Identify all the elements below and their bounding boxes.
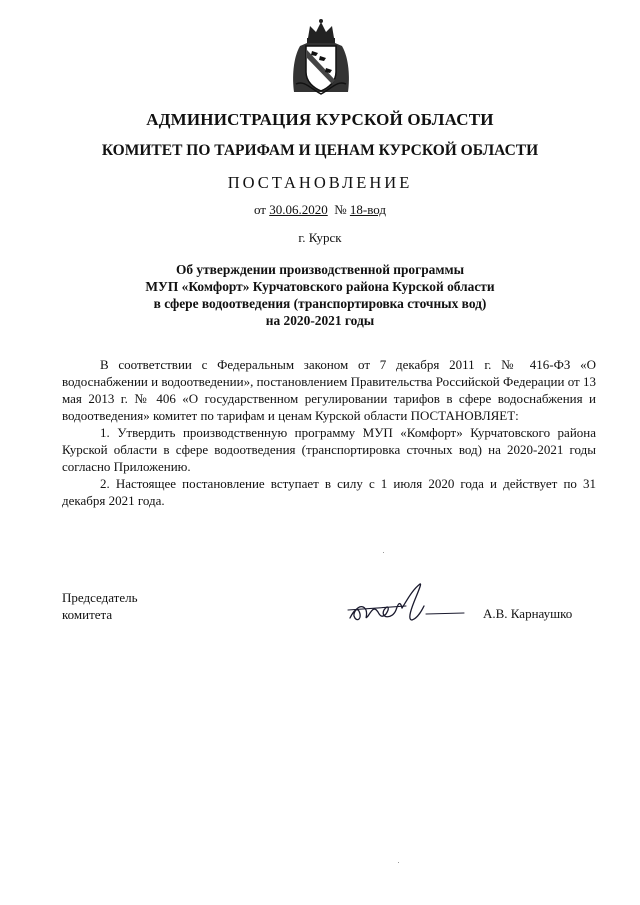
document-type: ПОСТАНОВЛЕНИЕ: [227, 173, 413, 192]
document-number: 18-вод: [349, 202, 387, 217]
title-line: в сфере водоотведения (транспортировка сточных вод): [153, 296, 487, 311]
document-title: [0, 261, 640, 329]
number-prefix: №: [334, 202, 347, 217]
signer-position: [62, 589, 138, 623]
body-paragraph: 2. Настоящее постановление вступает в силу с 1 июля 2020 года и действует по 31 декабря 2021 года.: [62, 476, 596, 508]
scan-speck: [383, 552, 384, 553]
title-line: на 2020-2021 годы: [265, 313, 375, 328]
position-line: комитета: [62, 607, 113, 622]
city: г. Курск: [298, 230, 342, 245]
organization-title: АДМИНИСТРАЦИЯ КУРСКОЙ ОБЛАСТИ: [146, 110, 494, 129]
body-paragraph: В соответствии с Федеральным законом от 7 декабря 2011 г. № 416-ФЗ «О водоснабжении и водоотведении», постановлением Правительства Российской Федерации от 13 мая 2013 г. № 406 «О государственном регулировании тарифов в сфере водоснабжения и водоотведения» комитет по тарифам и ценам Курской области ПОСТАНОВЛЯЕТ:: [62, 357, 596, 423]
date-number-line: [0, 202, 640, 218]
body-paragraph: 1. Утвердить производственную программу МУП «Комфорт» Курчатовского района Курской области в сфере водоотведения (транспортировка сточных вод) на 2020-2021 годы согласно Приложению.: [62, 425, 596, 474]
date-prefix: от: [253, 202, 266, 217]
committee-title: КОМИТЕТ ПО ТАРИФАМ И ЦЕНАМ КУРСКОЙ ОБЛАСТИ: [101, 142, 539, 159]
coat-of-arms-icon: [290, 18, 352, 98]
document-body: [62, 356, 596, 509]
document-date: 30.06.2020: [269, 202, 328, 217]
scan-speck: [398, 862, 399, 863]
signer-name: А.В. Карнаушко: [483, 606, 573, 621]
title-line: Об утверждении производственной программы: [175, 262, 465, 277]
handwritten-signature-icon: [344, 580, 470, 630]
title-line: МУП «Комфорт» Курчатовского района Курской области: [145, 279, 495, 294]
position-line: Председатель: [62, 590, 138, 605]
